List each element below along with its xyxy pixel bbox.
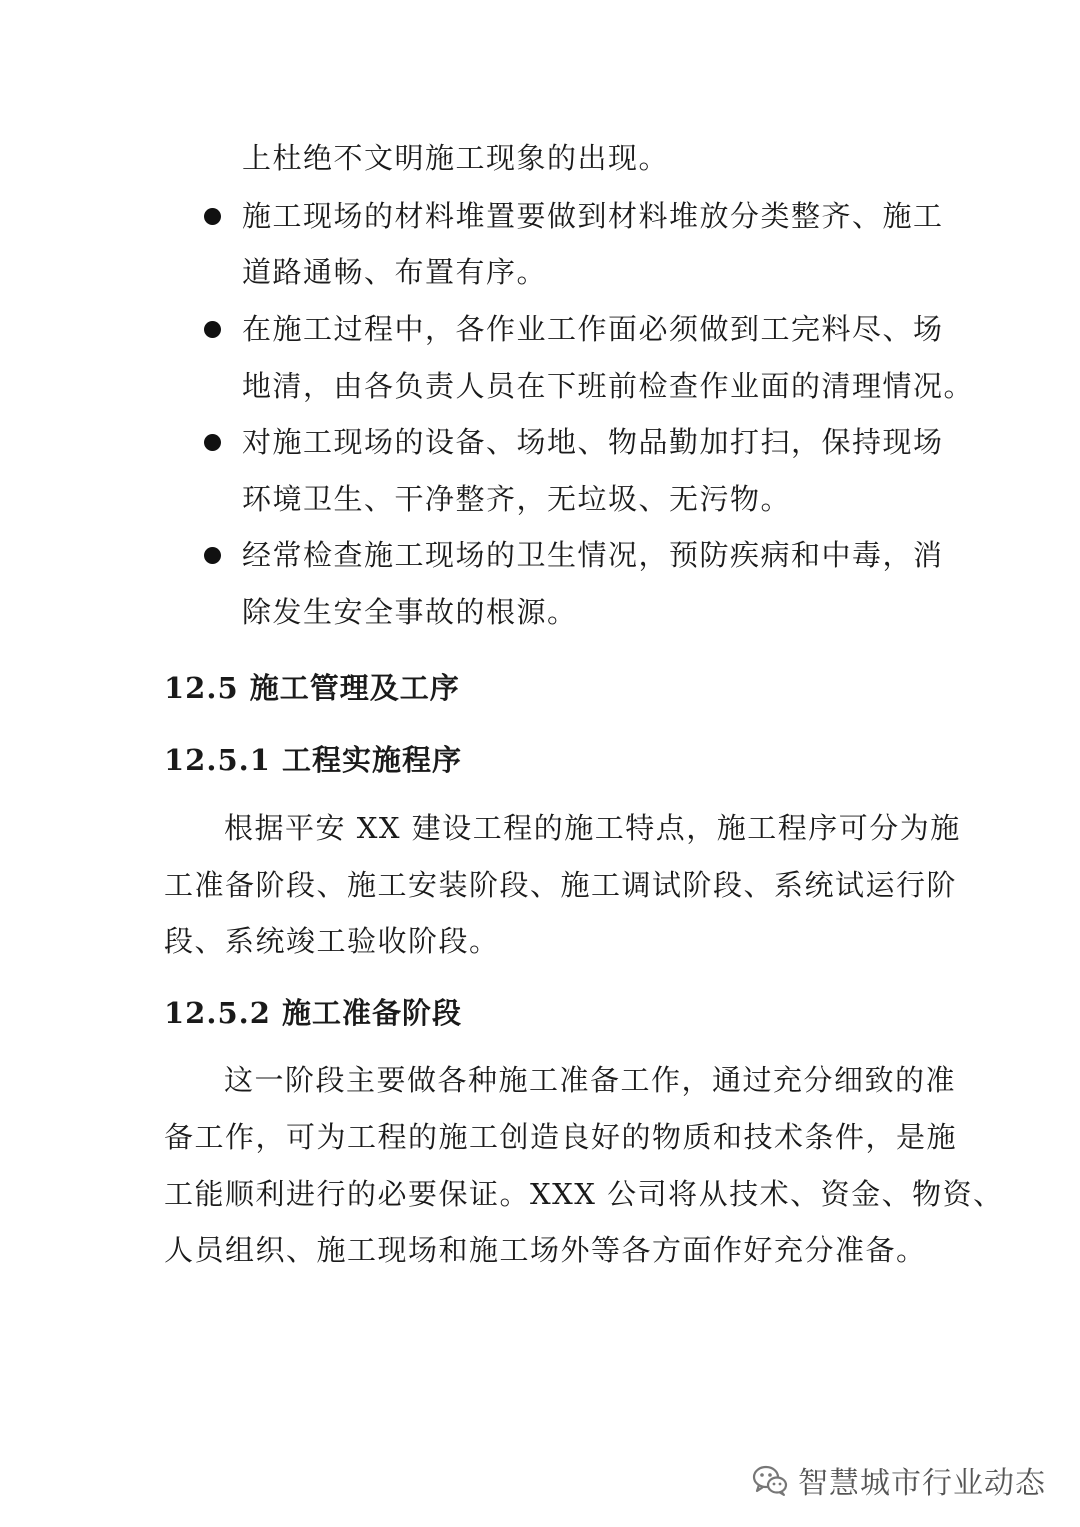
bullet-item-4-line2: 除发生安全事故的根源。 <box>242 595 578 629</box>
watermark <box>750 1460 1046 1500</box>
section-12-5-2-number: 12.5.2 <box>164 996 271 1030</box>
bullet-dot <box>204 547 221 564</box>
section-12-5-1-para-line3: 段、系统竣工验收阶段。 <box>164 924 500 958</box>
bullet-item-1-line1: 施工现场的材料堆置要做到材料堆放分类整齐、施工 <box>242 199 944 233</box>
section-12-5-1-para-line2: 工准备阶段、施工安装阶段、施工调试阶段、系统试运行阶 <box>164 868 958 902</box>
section-12-5-heading: 12.5 施工管理及工序 <box>164 671 460 705</box>
bullet-item-4-line1: 经常检查施工现场的卫生情况，预防疾病和中毒，消 <box>242 538 944 572</box>
section-12-5-1-title: 工程实施程序 <box>282 743 463 777</box>
bullet-continued-line: 上杜绝不文明施工现象的出现。 <box>242 141 670 175</box>
section-12-5-2-para-line3: 工能顺利进行的必要保证。XXX 公司将从技术、资金、物资、 <box>164 1177 1004 1211</box>
wechat-icon <box>750 1460 790 1500</box>
bullet-item-3-line1: 对施工现场的设备、场地、物品勤加打扫，保持现场 <box>242 425 944 459</box>
section-12-5-2-para-line2: 备工作，可为工程的施工创造良好的物质和技术条件，是施 <box>164 1120 958 1154</box>
section-12-5-2-title: 施工准备阶段 <box>282 996 463 1030</box>
watermark-text: 智慧城市行业动态 <box>798 1466 1046 1501</box>
bullet-item-3-line2: 环境卫生、干净整齐，无垃圾、无污物。 <box>242 482 792 516</box>
bullet-dot <box>204 434 221 451</box>
section-12-5-2-para-line4: 人员组织、施工现场和施工场外等各方面作好充分准备。 <box>164 1233 927 1267</box>
section-12-5-2-para-line1: 这一阶段主要做各种施工准备工作，通过充分细致的准 <box>224 1063 957 1097</box>
section-12-5-1-para-line1: 根据平安 XX 建设工程的施工特点，施工程序可分为施 <box>224 811 961 845</box>
bullet-dot <box>204 208 221 225</box>
bullet-item-2-line2: 地清，由各负责人员在下班前检查作业面的清理情况。 <box>242 369 975 403</box>
bullet-dot <box>204 321 221 338</box>
section-12-5-1-number: 12.5.1 <box>164 743 271 777</box>
bullet-item-1-line2: 道路通畅、布置有序。 <box>242 255 548 289</box>
bullet-item-2-line1: 在施工过程中，各作业工作面必须做到工完料尽、场 <box>242 312 944 346</box>
